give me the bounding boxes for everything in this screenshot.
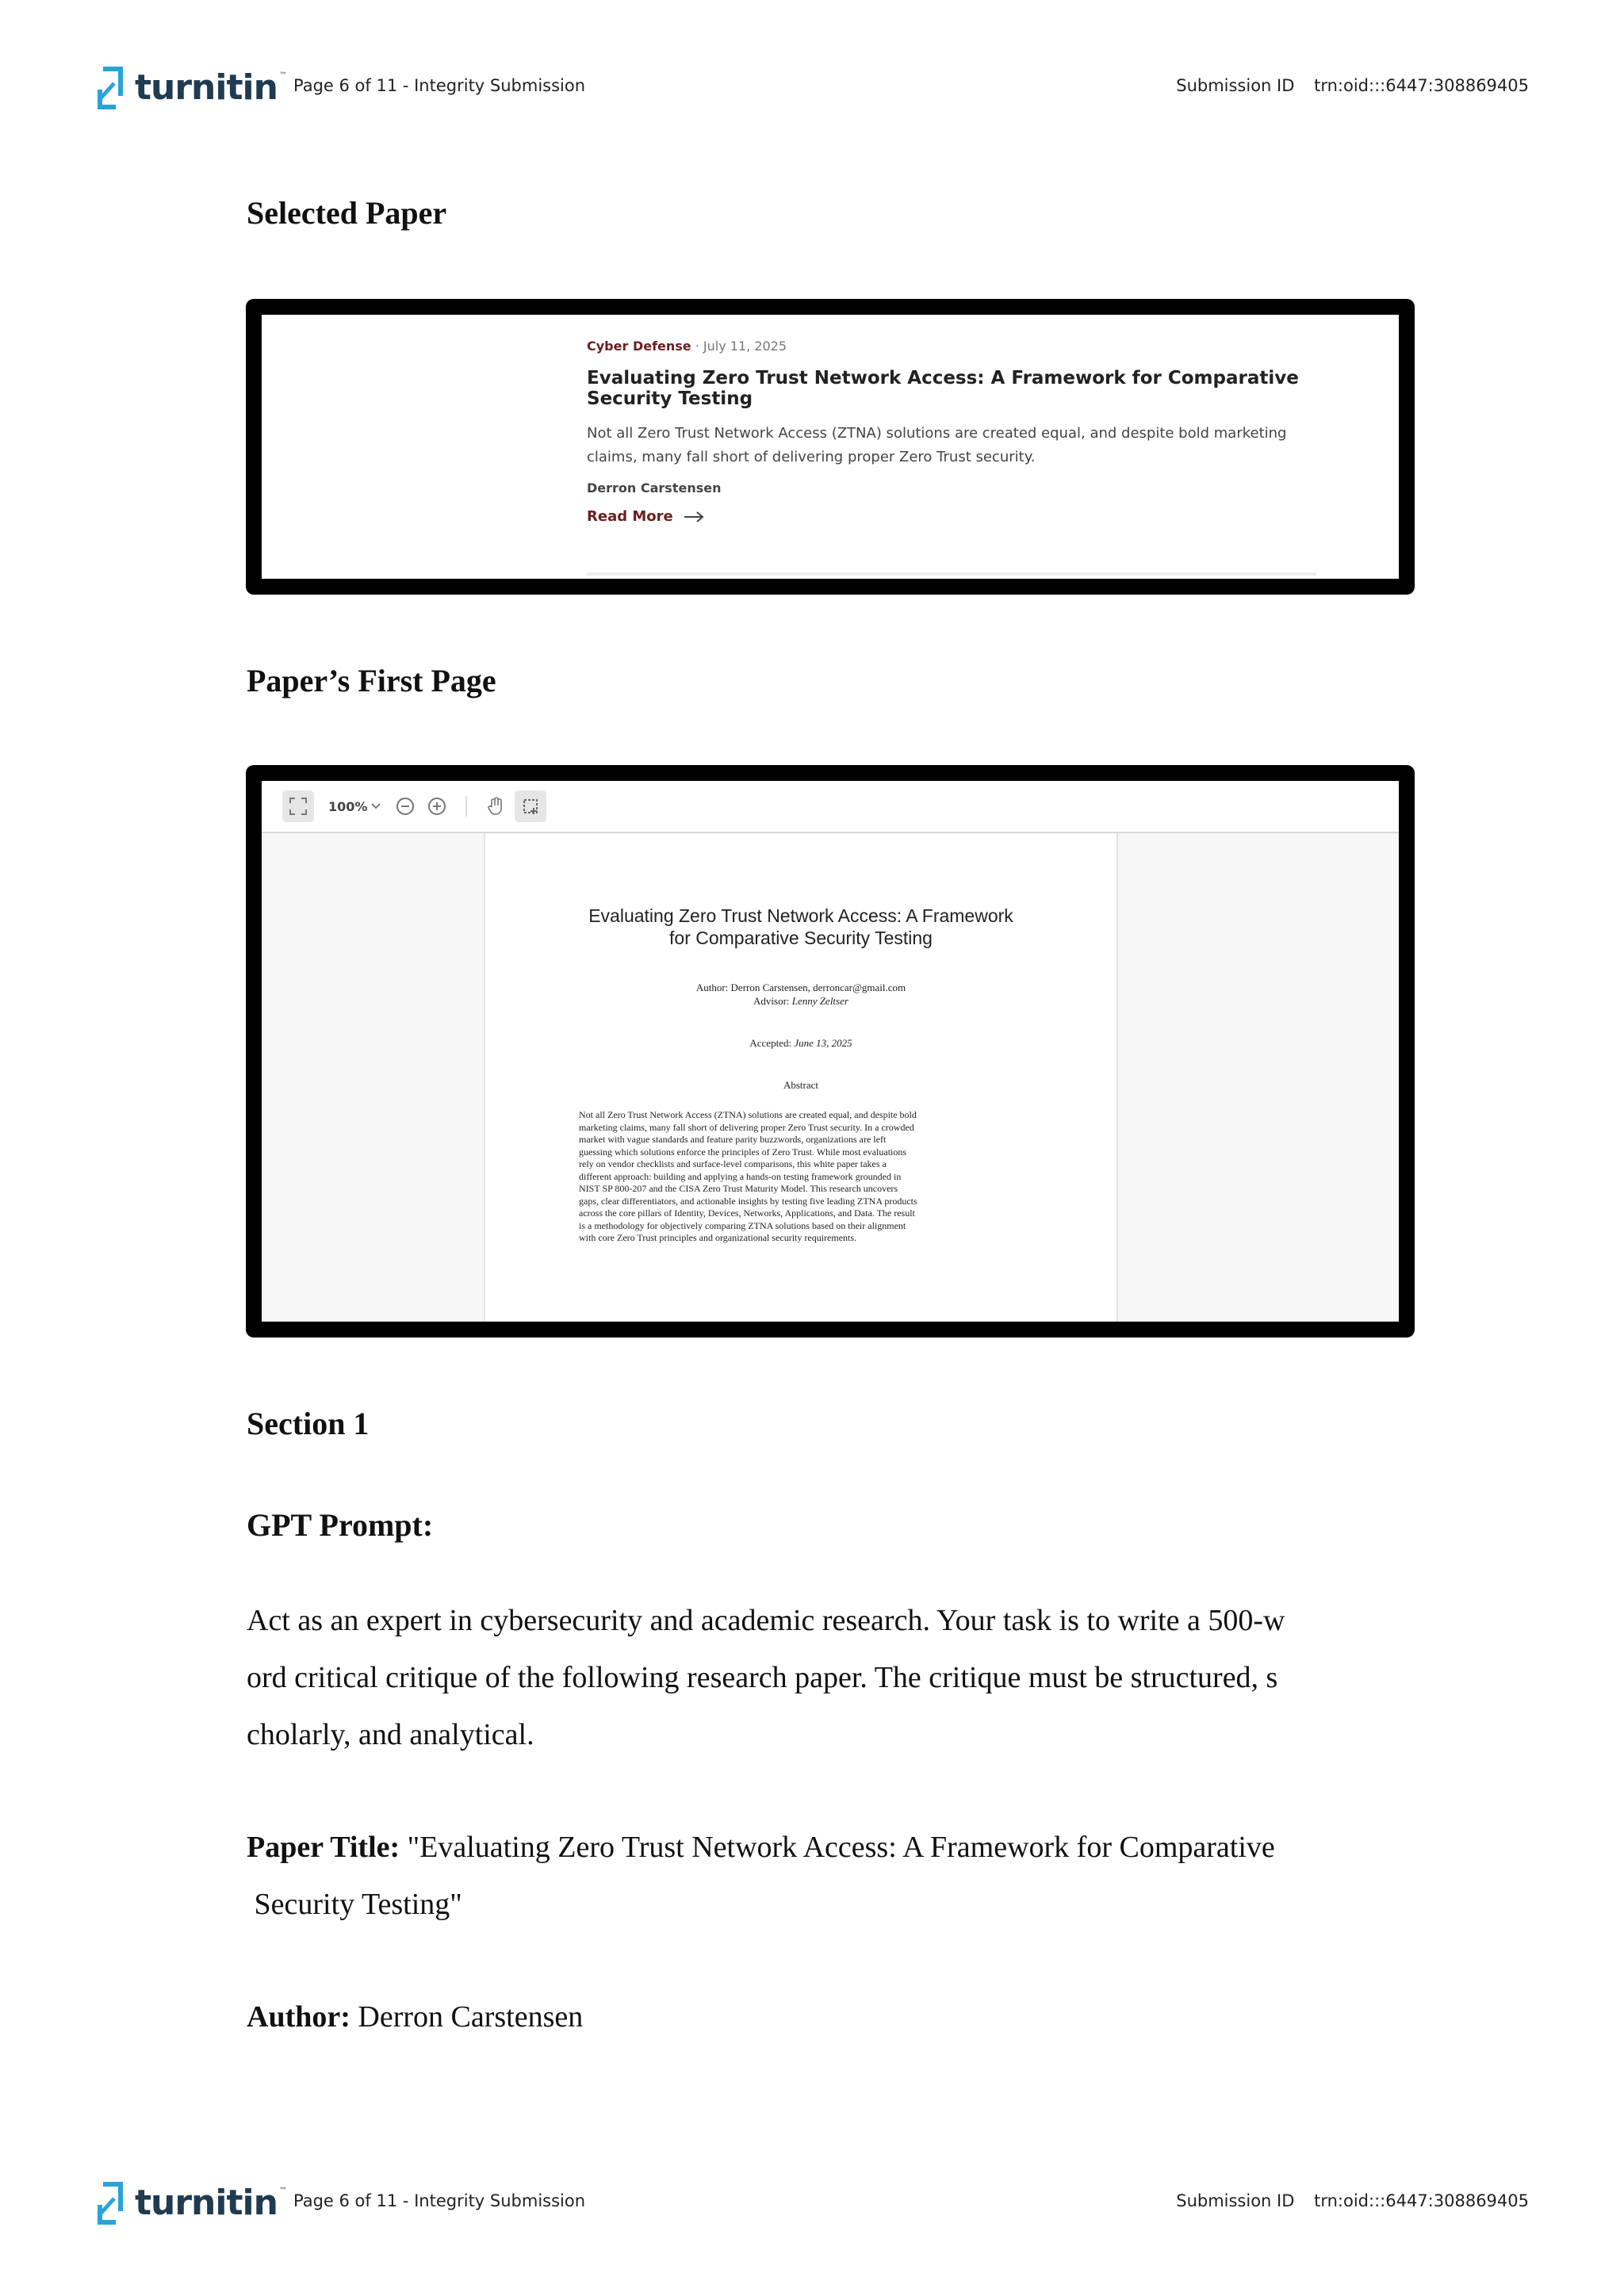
pdf-title [485, 905, 1116, 949]
paper-title-line-1 [247, 1819, 1388, 1876]
prompt-line: Act as an expert in cybersecurity and academic research. Your task is to write a 500-w [247, 1604, 1285, 1637]
abstract-line: NIST SP 800-207 and the CISA Zero Trust Maturity Model. This research uncovers [579, 1183, 898, 1194]
hand-tool-button[interactable] [480, 790, 511, 822]
section-heading: Section 1 [247, 1406, 370, 1441]
abstract-line: with core Zero Trust principles and organizational security requirements. [579, 1232, 857, 1243]
article-card [587, 339, 1324, 525]
gpt-prompt-text [247, 1592, 1388, 1763]
pdf-advisor-line [485, 995, 1116, 1008]
author-paragraph [247, 1988, 1388, 2045]
pdf-accepted-label: Accepted: [749, 1037, 792, 1049]
submission-id-label: Submission ID [1176, 2191, 1295, 2210]
read-more-link[interactable] [587, 508, 1324, 525]
pdf-advisor-name: Lenny Zeltser [791, 995, 848, 1007]
fullscreen-icon [288, 796, 308, 817]
zoom-out-button[interactable] [389, 790, 421, 822]
pdf-abstract-heading: Abstract [783, 1079, 819, 1091]
submission-id-value: trn:oid:::6447:308869405 [1314, 76, 1529, 95]
pdf-title-line-1: Evaluating Zero Trust Network Access: A Framework [588, 905, 1013, 926]
page-header [0, 54, 1624, 117]
logo-trademark: ™ [278, 71, 287, 80]
article-summary: Not all Zero Trust Network Access (ZTNA) solutions are created equal, and despite bold marketing claims, many fall short of delivering proper Zero Trust security. [587, 425, 1287, 465]
prompt-line: cholarly, and analytical. [247, 1718, 534, 1751]
page-footer [0, 2169, 1624, 2233]
pdf-accepted-date: June 13, 2025 [794, 1037, 852, 1049]
gpt-prompt-heading: GPT Prompt: [247, 1507, 434, 1543]
article-card-screenshot-inner [262, 315, 1399, 579]
article-meta [587, 339, 1324, 354]
pdf-advisor-label: Advisor: [753, 995, 790, 1007]
abstract-line: guessing which solutions enforce the principles of Zero Trust. While most evaluations [579, 1146, 907, 1158]
submission-id-label: Submission ID [1176, 76, 1295, 95]
article-card-screenshot [246, 299, 1415, 595]
article-category[interactable]: Cyber Defense [587, 339, 691, 354]
zoom-select[interactable] [328, 799, 381, 814]
select-tool-button[interactable] [515, 790, 546, 822]
toolbar-separator [465, 796, 467, 817]
pdf-author-line: Author: Derron Carstensen, derroncar@gmail.com [695, 982, 906, 993]
logo-text: turnitin [135, 2183, 278, 2223]
zoom-level: 100% [328, 798, 368, 814]
select-tool-icon [520, 796, 541, 817]
turnitin-logo [97, 63, 287, 113]
article-author: Derron Carstensen [587, 480, 722, 496]
paper-title-line-2: Security Testing" [247, 1888, 462, 1921]
card-divider [587, 572, 1316, 576]
logo-text: turnitin [135, 67, 278, 108]
article-date: · July 11, 2025 [695, 339, 787, 354]
pdf-canvas[interactable] [262, 833, 1399, 1322]
turnitin-logo [97, 2179, 287, 2228]
submission-id-value: trn:oid:::6447:308869405 [1314, 2191, 1529, 2210]
abstract-line: market with vague standards and feature parity buzzwords, organizations are left [579, 1134, 887, 1145]
pdf-title-line-2: for Comparative Security Testing [669, 928, 933, 948]
abstract-line: across the core pillars of Identity, Devices, Networks, Applications, and Data. The result [579, 1207, 915, 1219]
abstract-line: is a methodology for objectively comparing ZTNA solutions based on their alignment [579, 1219, 906, 1231]
zoom-in-icon [427, 796, 447, 817]
turnitin-logo-icon [97, 2179, 128, 2227]
prompt-line: ord critical critique of the following research paper. The critique must be structured, s [247, 1661, 1278, 1694]
submission-id [1176, 2191, 1529, 2210]
author-label: Author: [247, 2000, 350, 2034]
abstract-line: Not all Zero Trust Network Access (ZTNA) solutions are created equal, and despite bold [579, 1109, 917, 1120]
pdf-viewer [262, 781, 1399, 1322]
article-title[interactable]: Evaluating Zero Trust Network Access: A Framework for Comparative Security Testing [587, 368, 1299, 409]
page-info: Page 6 of 11 - Integrity Submission [293, 2191, 586, 2210]
hand-tool-icon [485, 796, 506, 817]
abstract-line: different approach: building and applying a hands-on testing framework grounded in [579, 1170, 902, 1182]
abstract-line: gaps, clear differentiators, and actionable insights by testing five leading ZTNA products [579, 1195, 917, 1207]
arrow-right-icon [683, 511, 705, 523]
fullscreen-button[interactable] [282, 790, 314, 822]
zoom-out-icon [395, 796, 416, 817]
logo-trademark: ™ [278, 2187, 287, 2195]
abstract-line: marketing claims, many fall short of delivering proper Zero Trust security. In a crowded [579, 1121, 914, 1133]
author-value: Derron Carstensen [350, 2000, 584, 2034]
pdf-page [484, 833, 1118, 1322]
paper-title-value: "Evaluating Zero Trust Network Access: A Framework for Comparative [400, 1831, 1275, 1864]
pdf-abstract [579, 1109, 1023, 1245]
paper-title-paragraph [247, 1819, 1388, 1933]
read-more-label: Read More [587, 508, 673, 525]
pdf-toolbar [262, 781, 1399, 833]
chevron-down-icon [370, 802, 381, 810]
selected-paper-heading: Selected Paper [247, 195, 447, 231]
page-info: Page 6 of 11 - Integrity Submission [293, 76, 586, 95]
pdf-accepted-line [485, 1037, 1116, 1050]
abstract-line: rely on vendor checklists and surface-level comparisons, this white paper takes a [579, 1158, 887, 1169]
turnitin-logo-icon [97, 64, 128, 112]
zoom-in-button[interactable] [421, 790, 453, 822]
pdf-viewer-screenshot [246, 765, 1415, 1337]
submission-id [1176, 76, 1529, 95]
paper-title-label: Paper Title: [247, 1831, 400, 1864]
first-page-heading: Paper’s First Page [247, 663, 496, 698]
